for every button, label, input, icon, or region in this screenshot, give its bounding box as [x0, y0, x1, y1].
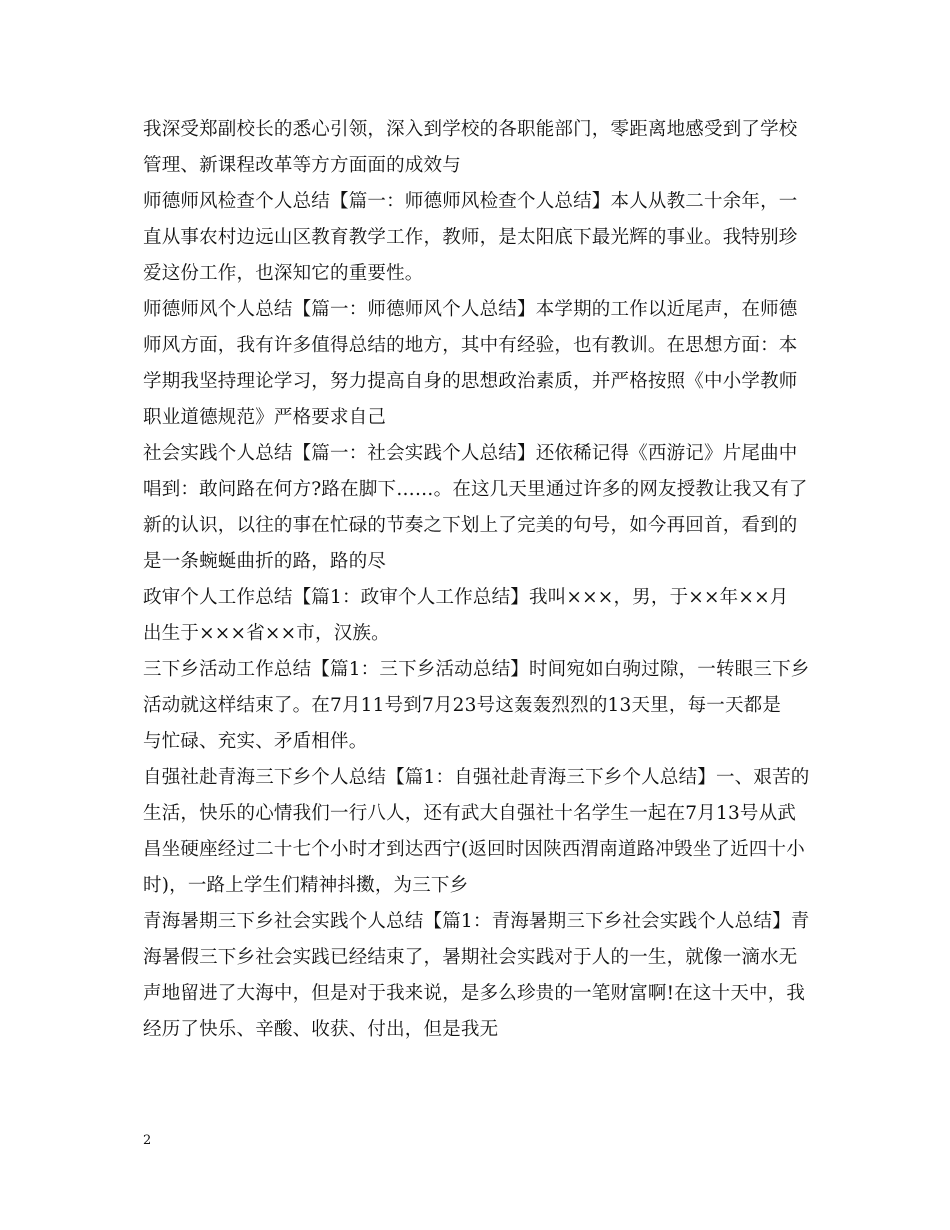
text-line: 海暑假三下乡社会实践已经结束了，暑期社会实践对于人的一生，就像一滴水无	[143, 947, 798, 968]
text-line: 管理、新课程改革等方方面面的成效与	[143, 155, 461, 176]
text-line: 新的认识，以往的事在忙碌的节奏之下划上了完美的句号，如今再回首，看到的	[143, 515, 798, 536]
text-line: 我深受郑副校长的悉心引领，深入到学校的各职能部门，零距离地感受到了学校	[143, 119, 798, 140]
text-line: 声地留进了大海中，但是对于我来说，是多么珍贵的一笔财富啊!在这十天中，我	[143, 983, 806, 1004]
text-line: 社会实践个人总结【篇一：社会实践个人总结】还依稀记得《西游记》片尾曲中	[143, 443, 798, 464]
text-line: 与忙碌、充实、矛盾相伴。	[143, 731, 368, 752]
text-line: 活动就这样结束了。在7月11号到7月23号这轰轰烈烈的13天里，每一天都是	[143, 695, 782, 716]
text-line: 师德师风个人总结【篇一：师德师风个人总结】本学期的工作以近尾声，在师德	[143, 299, 798, 320]
text-line: 是一条蜿蜒曲折的路，路的尽	[143, 551, 387, 572]
text-line: 时)，一路上学生们精神抖擞，为三下乡	[143, 875, 469, 896]
text-line: 三下乡活动工作总结【篇1：三下乡活动总结】时间宛如白驹过隙，一转眼三下乡	[143, 659, 810, 680]
text-line: 昌坐硬座经过二十七个小时才到达西宁(返回时因陕西渭南道路冲毁坐了近四十小	[143, 839, 805, 860]
text-line: 经历了快乐、辛酸、收获、付出，但是我无	[143, 1019, 499, 1040]
text-line: 师德师风检查个人总结【篇一：师德师风检查个人总结】本人从教二十余年，一	[143, 191, 798, 212]
text-line: 政审个人工作总结【篇1：政审个人工作总结】我叫×××，男，于××年××月	[143, 587, 789, 608]
text-line: 直从事农村边远山区教育教学工作，教师，是太阳底下最光辉的事业。我特别珍	[143, 227, 798, 248]
text-line: 生活，快乐的心情我们一行八人，还有武大自强社十名学生一起在7月13号从武	[143, 803, 797, 824]
text-line: 师风方面，我有许多值得总结的地方，其中有经验，也有教训。在思想方面：本	[143, 335, 798, 356]
text-line: 爱这份工作，也深知它的重要性。	[143, 263, 424, 284]
text-line: 职业道德规范》严格要求自己	[143, 407, 387, 428]
text-line: 学期我坚持理论学习，努力提高自身的思想政治素质，并严格按照《中小学教师	[143, 371, 798, 392]
text-line: 唱到：敢问路在何方?路在脚下……。在这几天里通过许多的网友授教让我又有了	[143, 479, 808, 500]
text-line: 青海暑期三下乡社会实践个人总结【篇1：青海暑期三下乡社会实践个人总结】青	[143, 911, 810, 932]
text-line: 出生于×××省××市，汉族。	[143, 623, 390, 644]
page-number: 2	[143, 1133, 152, 1148]
text-line: 自强社赴青海三下乡个人总结【篇1：自强社赴青海三下乡个人总结】一、艰苦的	[143, 767, 810, 788]
document-body	[143, 112, 823, 1048]
